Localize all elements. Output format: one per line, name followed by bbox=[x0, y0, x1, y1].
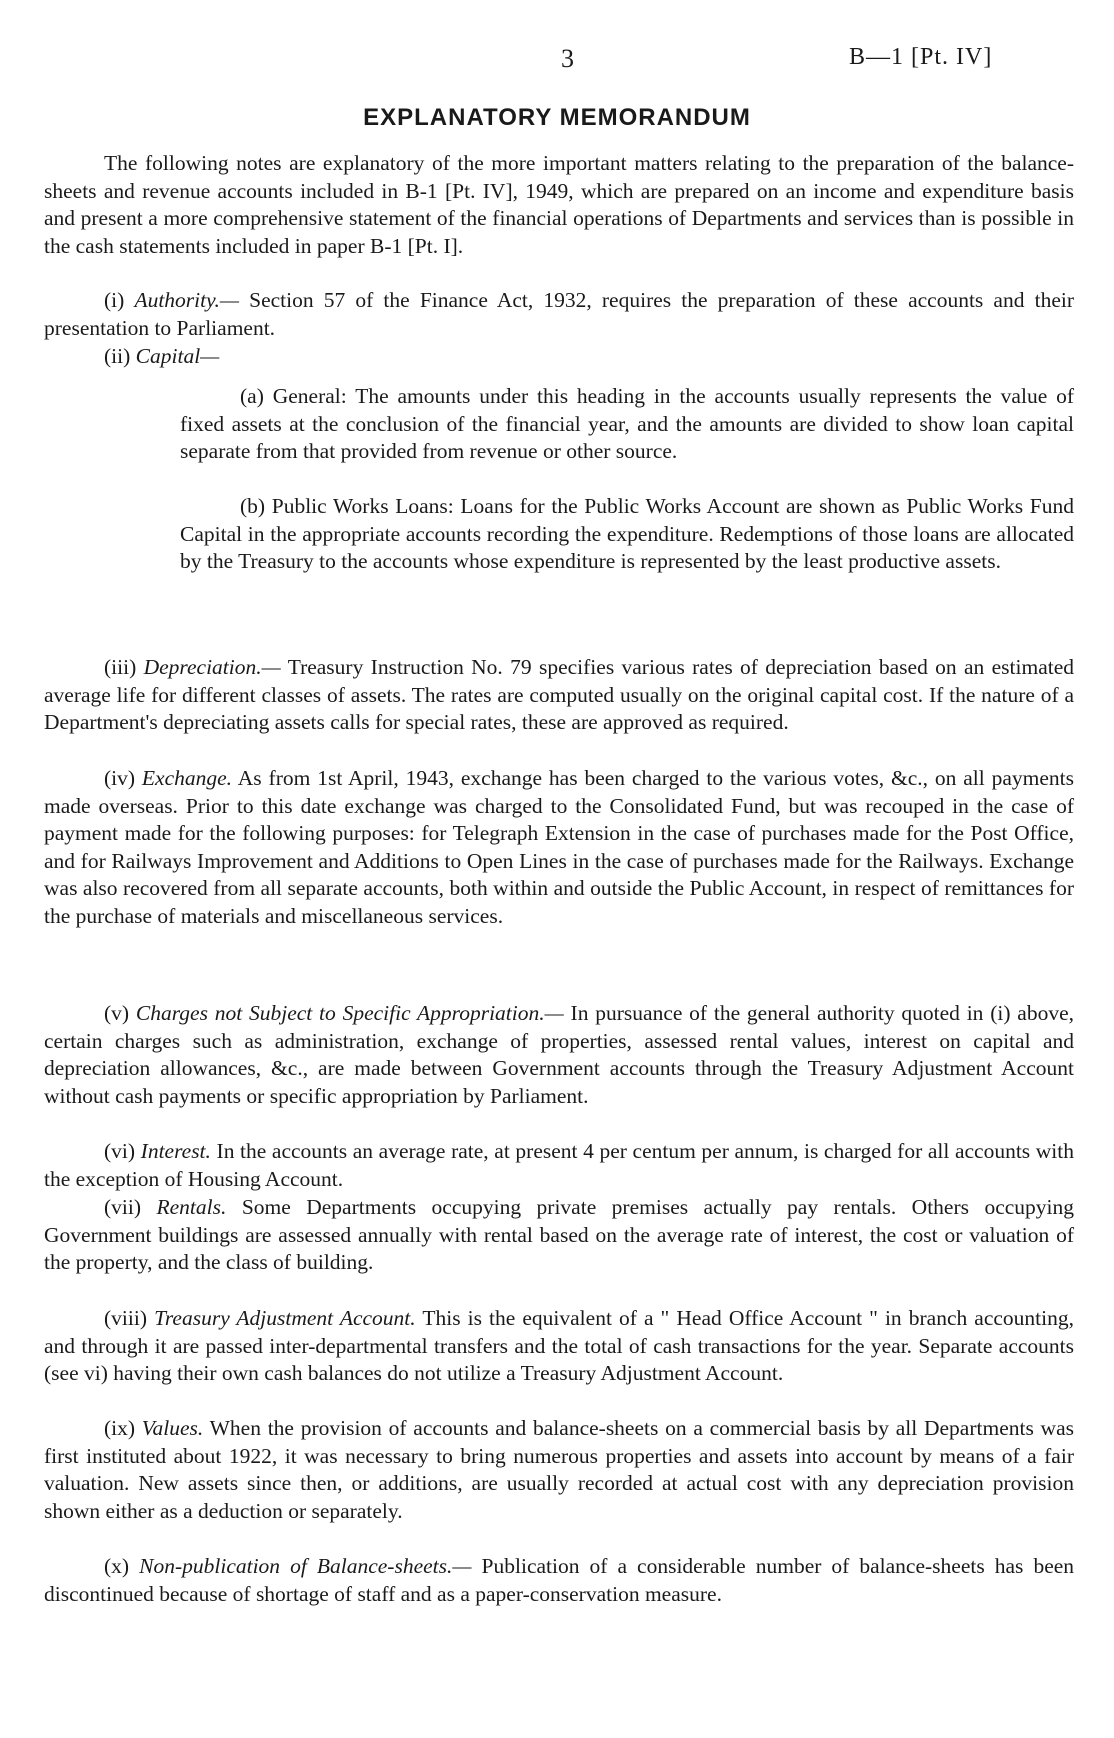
subsection-heading: Public Works Loans: bbox=[271, 494, 454, 518]
section-heading: Charges not Subject to Specific Appropriation.— bbox=[135, 1001, 564, 1025]
section-heading: Authority.— bbox=[134, 288, 239, 312]
intro-paragraph: The following notes are explanatory of the more important matters relating to the preparation of the balance-sheets and revenue accounts included in B-1 [Pt. IV], 1949, which are prepared on an income and expenditure basis and present a more comprehensive statement of the financial operations of Departments and services than is possible in the cash statements included in paper B-1 [Pt. I]. bbox=[44, 151, 1074, 258]
section-text: Some Departments occupying private premises actually pay rentals. Others occupying Government buildings are assessed annually with rental based on the average rate of interest, the cost or valuation of the property, and the class of building. bbox=[44, 1195, 1075, 1275]
section-vii bbox=[44, 1194, 1074, 1277]
document-reference: B—1 [Pt. IV] bbox=[849, 44, 993, 70]
section-ii bbox=[44, 343, 1074, 371]
section-x bbox=[44, 1553, 1074, 1608]
section-text: When the provision of accounts and balance-sheets on a commercial basis by all Departments was first instituted about 1922, it was necessary to bring numerous properties and assets into account by means of a fair valuation. New assets since then, or additions, are usually recorded at actual cost with any depreciation provision shown either as a deduction or separately. bbox=[44, 1416, 1074, 1523]
section-v bbox=[44, 1000, 1074, 1110]
section-i bbox=[44, 287, 1074, 342]
section-ii-a bbox=[180, 383, 1074, 466]
section-number: (ii) bbox=[104, 344, 131, 368]
section-heading: Treasury Adjustment Account. bbox=[154, 1306, 416, 1330]
section-number: (iv) bbox=[104, 766, 136, 790]
section-number: (iii) bbox=[104, 655, 137, 679]
section-number: (i) bbox=[104, 288, 125, 312]
subsection-number: (b) bbox=[240, 494, 266, 518]
section-heading: Exchange. bbox=[141, 766, 233, 790]
section-number: (ix) bbox=[104, 1416, 136, 1440]
subsection-number: (a) bbox=[240, 384, 264, 408]
section-heading: Values. bbox=[141, 1416, 204, 1440]
section-number: (x) bbox=[104, 1554, 130, 1578]
section-heading: Capital— bbox=[135, 344, 220, 368]
section-ii-b bbox=[180, 493, 1074, 576]
page-title: EXPLANATORY MEMORANDUM bbox=[363, 104, 751, 131]
section-text: Publication of a considerable number of balance-sheets has been discontinued because of shortage of staff and as a paper-conservation measure. bbox=[44, 1554, 1075, 1606]
section-heading: Interest. bbox=[140, 1139, 211, 1163]
section-heading: Non-publication of Balance-sheets.— bbox=[139, 1554, 472, 1578]
section-text: Treasury Instruction No. 79 specifies various rates of depreciation based on an estimated average life for different classes of assets. The rates are computed usually on the original capital cost. If the nature of a Department's depreciating assets calls for special rates, these are approved as required. bbox=[44, 655, 1075, 735]
subsection-heading: General: bbox=[272, 384, 347, 408]
section-heading: Rentals. bbox=[156, 1195, 227, 1219]
section-number: (vi) bbox=[104, 1139, 136, 1163]
section-iv bbox=[44, 765, 1074, 931]
section-text: In the accounts an average rate, at present 4 per centum per annum, is charged for all accounts with the exception of Housing Account. bbox=[44, 1139, 1075, 1191]
section-number: (vii) bbox=[104, 1195, 142, 1219]
section-text: In pursuance of the general authority quoted in (i) above, certain charges such as administration, exchange of properties, assessed rental values, interest on capital and depreciation allowances, &c., are made between Government accounts through the Treasury Adjustment Account without cash payments or specific appropriation by Parliament. bbox=[44, 1001, 1074, 1108]
section-ix bbox=[44, 1415, 1074, 1525]
section-viii bbox=[44, 1305, 1074, 1388]
page-number: 3 bbox=[561, 44, 574, 73]
section-number: (v) bbox=[104, 1001, 130, 1025]
section-vi bbox=[44, 1138, 1074, 1193]
section-number: (viii) bbox=[104, 1306, 147, 1330]
section-text: As from 1st April, 1943, exchange has been charged to the various votes, &c., on all payments made overseas. Prior to this date exchange was charged to the Consolidated Fund, but was recouped in the case of payment made for the following purposes: for Telegraph Extension in the case of purchases made for the Post Office, and for Railways Improvement and Additions to Open Lines in the case of purchases made for the Railways. Exchange was also recovered from all separate accounts, both within and outside the Public Account, in respect of remittances for the purchase of materials and miscellaneous services. bbox=[44, 766, 1074, 928]
subsection-text: Loans for the Public Works Account are shown as Public Works Fund Capital in the appropriate accounts recording the expenditure. Redemptions of those loans are allocated by the Treasury to the accounts whose expenditure is represented by the least productive assets. bbox=[180, 494, 1075, 574]
section-text: This is the equivalent of a " Head Office Account " in branch accounting, and through it are passed inter-departmental transfers and the total of cash transactions for the year. Separate accounts (see vi) having their own cash balances do not utilize a Treasury Adjustment Account. bbox=[44, 1306, 1074, 1386]
section-iii bbox=[44, 654, 1074, 737]
section-heading: Depreciation.— bbox=[143, 655, 281, 679]
section-text: Section 57 of the Finance Act, 1932, requires the preparation of these accounts and their presentation to Parliament. bbox=[44, 288, 1075, 340]
subsection-text: The amounts under this heading in the accounts usually represents the value of fixed assets at the conclusion of the financial year, and the amounts are divided to show loan capital separate from that provided from revenue or other source. bbox=[180, 384, 1074, 464]
